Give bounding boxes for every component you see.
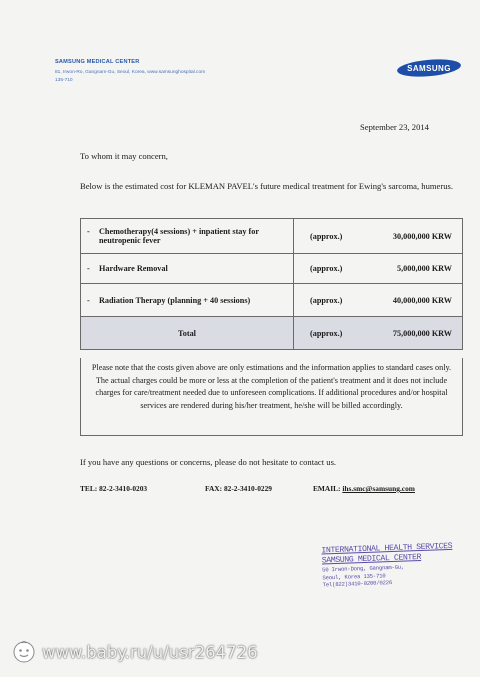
row-bullet: - xyxy=(87,264,90,273)
item-label: Chemotherapy(4 sessions) + inpatient stay for neutropenic fever xyxy=(99,227,259,245)
contact-fax: FAX: 82-2-3410-0229 xyxy=(205,484,272,493)
total-row xyxy=(81,317,463,350)
address-line-1: 81, Irwon-Ro, Gangnam-Gu, Seoul, Korea, www.samsunghospital.com xyxy=(55,70,206,75)
salutation: To whom it may concern, xyxy=(80,151,168,161)
row-bullet: - xyxy=(87,227,90,236)
item-cell xyxy=(81,254,294,284)
table-row xyxy=(81,219,463,254)
letter-date: September 23, 2014 xyxy=(360,122,429,132)
address-line-2: 135-710 xyxy=(55,78,73,83)
intro-paragraph: Below is the estimated cost for KLEMAN PAVEL's future medical treatment for Ewing's sarcoma, humerus. xyxy=(80,181,454,191)
item-cell xyxy=(81,284,294,317)
office-stamp xyxy=(321,542,462,589)
watermark xyxy=(12,640,258,664)
cost-disclaimer-note: Please note that the costs given above are only estimations and the information applies to standard cases only. The actual charges could be more or less at the completion of the patient's treatment and it does not include charges for care/treatment needed due to unforeseen complications. If additional procedures and/or hospital services are rendered during his/her treatment, he/she will be billed accordingly. xyxy=(80,358,463,436)
amount-cell xyxy=(294,254,463,284)
watermark-text: www.baby.ru/u/usr264726 xyxy=(42,642,258,662)
cost-table xyxy=(80,218,463,350)
total-amount-cell xyxy=(294,317,463,350)
samsung-logo xyxy=(396,58,462,78)
email-label: EMAIL: xyxy=(313,484,343,493)
letterhead-address xyxy=(55,69,315,85)
closing-sentence: If you have any questions or concerns, please do not hesitate to contact us. xyxy=(80,457,337,467)
amount-value: 5,000,000 KRW xyxy=(397,264,452,273)
stamp-line-4: Seoul, Korea 135-710 xyxy=(322,571,386,581)
stamp-line-2: SAMSUNG MEDICAL CENTER xyxy=(321,552,422,566)
table-row xyxy=(81,254,463,284)
email-link[interactable]: ihs.smc@samsung.com xyxy=(342,484,415,493)
amount-cell xyxy=(294,219,463,254)
contact-email xyxy=(313,484,415,493)
letterhead-name: SAMSUNG MEDICAL CENTER xyxy=(55,59,140,65)
approx-label: (approx.) xyxy=(310,231,343,241)
total-amount-value: 75,000,000 KRW xyxy=(392,328,452,338)
amount-value: 40,000,000 KRW xyxy=(392,295,452,305)
baby-face-icon xyxy=(12,640,36,664)
stamp-line-5: Tel(822)3410-0200/0226 xyxy=(322,579,393,589)
stamp-line-3: 50 Irwon-Dong, Gangnam-Gu, xyxy=(321,563,405,574)
item-cell xyxy=(81,219,294,254)
amount-cell xyxy=(294,284,463,317)
amount-value: 30,000,000 KRW xyxy=(392,231,452,241)
table-row xyxy=(81,284,463,317)
approx-label: (approx.) xyxy=(310,295,343,305)
item-label: Radiation Therapy (planning + 40 sessions) xyxy=(99,295,251,305)
approx-label: (approx.) xyxy=(310,264,343,273)
row-bullet: - xyxy=(87,295,90,305)
total-label: Total xyxy=(81,317,294,350)
item-label: Hardware Removal xyxy=(99,264,168,273)
contact-tel: TEL: 82-2-3410-0203 xyxy=(80,484,148,493)
stamp-line-1: INTERNATIONAL HEALTH SERVICES xyxy=(321,541,453,556)
logo-text: SAMSUNG xyxy=(407,64,451,73)
approx-label: (approx.) xyxy=(310,328,343,338)
